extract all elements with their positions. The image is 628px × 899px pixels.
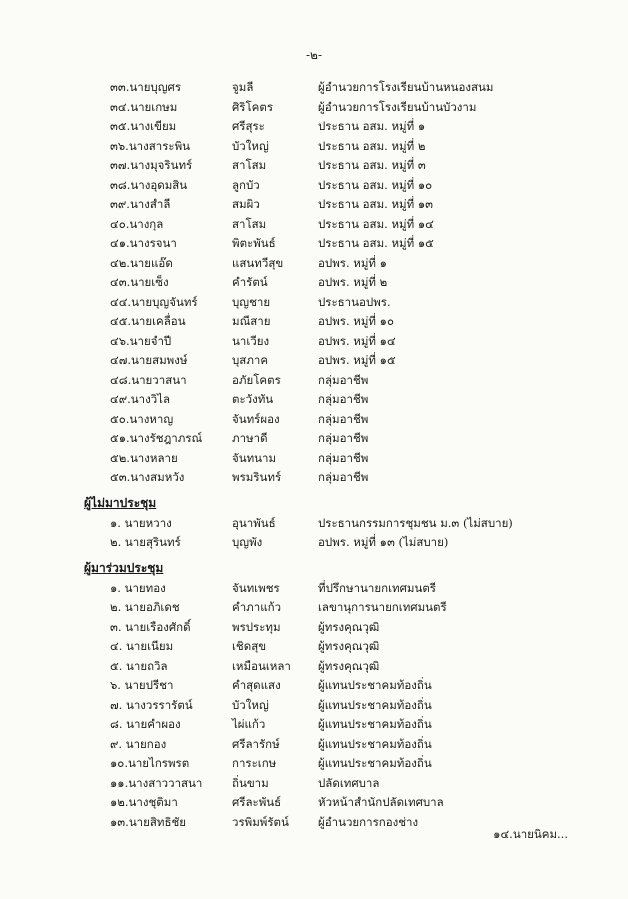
person-name: ๔๘.นายวาสนา	[110, 372, 187, 387]
person-position: กลุ่มอาชีพ	[318, 450, 369, 465]
person-surname: คำสุดแสง	[232, 678, 281, 692]
list-item	[0, 332, 628, 352]
person-name: ๓๗.นางมุจรินทร์	[110, 158, 193, 172]
person-position: อปพร. หมู่ที่ ๑๕	[318, 353, 396, 367]
person-position: อปพร. หมู่ที่ ๒	[318, 275, 388, 289]
list-item	[0, 273, 628, 293]
person-name: ๓๘.นางอุดมสิน	[110, 177, 188, 192]
person-surname: ไผ่แก้ว	[232, 717, 266, 731]
person-name: ๔๔.นายบุญจันทร์	[110, 294, 198, 309]
list-item	[0, 514, 628, 534]
person-name: ๕๒.นางหลาย	[110, 450, 178, 465]
person-surname: จันทร์ผอง	[232, 411, 280, 426]
person-surname: สาโสม	[232, 158, 267, 172]
person-name: ๓๓.นายบุญศร	[110, 80, 182, 94]
list-item	[0, 371, 628, 391]
person-position: หัวหน้าสำนักปลัดเทศบาล	[318, 795, 444, 809]
person-name: ๑๒.นางชุติมา	[110, 795, 178, 809]
list-item	[0, 715, 628, 735]
person-surname: ศรีสุระ	[232, 119, 265, 133]
person-name: ๔๐.นางกุล	[110, 216, 164, 231]
person-surname: ภาษาดี	[232, 431, 268, 445]
person-surname: ถิ่นขาม	[232, 775, 269, 790]
person-name: ๕. นายถวิล	[110, 658, 168, 673]
person-position: ผู้ทรงคุณวุฒิ	[318, 619, 380, 634]
person-surname: ตะวังทัน	[232, 392, 274, 406]
person-position: ประธาน อสม. หมู่ที่ ๑๔	[318, 216, 434, 231]
absent-section	[0, 514, 628, 553]
person-position: ผู้แทนประชาคมท้องถิ่น	[318, 756, 432, 770]
list-item	[0, 293, 628, 313]
person-name: ๔๗.นายสมพงษ์	[110, 353, 188, 367]
person-position: ผู้แทนประชาคมท้องถิ่น	[318, 717, 432, 731]
person-name: ๙. นายกอง	[110, 736, 167, 751]
person-surname: บุสภาค	[232, 353, 269, 367]
person-name: ๔๙.นางวิไล	[110, 392, 171, 406]
person-position: ปลัดเทศบาล	[318, 775, 380, 790]
person-name: ๔๖.นายจำปี	[110, 333, 172, 348]
list-item	[0, 735, 628, 755]
person-position: ประธาน อสม. หมู่ที่ ๓	[318, 158, 426, 172]
list-item	[0, 156, 628, 176]
person-position: ผู้อำนวยการกองช่าง	[318, 814, 419, 829]
person-name: ๔๑.นางรจนา	[110, 236, 177, 250]
person-name: ๖. นายปรีชา	[110, 678, 174, 692]
person-position: ประธาน อสม. หมู่ที่ ๒	[318, 138, 426, 153]
list-item	[0, 117, 628, 137]
person-surname: การะเกษ	[232, 756, 277, 770]
page-number: -๒-	[305, 48, 323, 62]
person-name: ๔. นายเนียม	[110, 639, 174, 653]
list-item	[0, 676, 628, 696]
person-name: ๕๓.นางสมหวัง	[110, 470, 185, 484]
absent-heading: ผู้ไม่มาประชุม	[84, 495, 157, 510]
person-position: ประธาน อสม. หมู่ที่ ๑	[318, 119, 426, 133]
list-item	[0, 98, 628, 118]
person-name: ๕๑.นางรัชฎาภรณ์	[110, 431, 203, 445]
person-name: ๓๖.นางสาระพิน	[110, 138, 191, 153]
person-surname: แสนทวีสุข	[232, 255, 284, 270]
list-item	[0, 78, 628, 98]
list-item	[0, 618, 628, 638]
person-position: ประธาน อสม. หมู่ที่ ๑๕	[318, 236, 434, 250]
person-name: ๓๕.นางเขียม	[110, 119, 177, 133]
person-position: อปพร. หมู่ที่ ๑๐	[318, 314, 394, 328]
list-item	[0, 137, 628, 157]
person-name: ๑๑.นางสาววาสนา	[110, 775, 203, 790]
person-name: ๒. นายอภิเดช	[110, 600, 180, 614]
person-surname: ศิริโคตร	[232, 99, 273, 114]
person-surname: ศรีละพันธ์	[232, 795, 282, 809]
person-name: ๑๓.นายสิทธิชัย	[110, 814, 187, 829]
participants-heading: ผู้มาร่วมประชุม	[84, 560, 164, 575]
person-position: อปพร. หมู่ที่ ๑๔	[318, 333, 396, 348]
list-item	[0, 410, 628, 430]
list-item	[0, 774, 628, 794]
absent-heading-row	[0, 492, 628, 514]
person-position: อปพร. หมู่ที่ ๑	[318, 255, 387, 270]
list-item	[0, 215, 628, 235]
person-surname: อุนาพันธ์	[232, 515, 276, 530]
person-surname: บุญพัง	[232, 535, 263, 549]
person-name: ๔๒.นายแอ๊ด	[110, 255, 173, 270]
person-position: ผู้แทนประชาคมท้องถิ่น	[318, 678, 432, 692]
list-item	[0, 598, 628, 618]
list-item	[0, 195, 628, 215]
person-name: ๑. นายทอง	[110, 580, 166, 595]
person-surname: เหมือนเหลา	[232, 658, 291, 673]
person-surname: พรประทุม	[232, 619, 281, 634]
person-position: ผู้แทนประชาคมท้องถิ่น	[318, 736, 432, 751]
person-position: ผู้แทนประชาคมท้องถิ่น	[318, 697, 432, 712]
person-position: ประธานอปพร.	[318, 294, 391, 309]
person-name: ๓. นายเรืองศักดิ์	[110, 619, 191, 634]
list-item	[0, 234, 628, 254]
person-surname: นาเวียง	[232, 333, 270, 348]
person-surname: พรมรินทร์	[232, 470, 282, 484]
person-name: ๒. นายสุรินทร์	[110, 535, 181, 549]
person-surname: มณีสาย	[232, 314, 271, 328]
person-surname: วรพิมพ์รัตน์	[232, 814, 289, 829]
person-name: ๓๔.นายเกษม	[110, 99, 178, 114]
person-surname: สมผิว	[232, 197, 260, 211]
person-position: กลุ่มอาชีพ	[318, 411, 369, 426]
list-item	[0, 657, 628, 677]
participants-section	[0, 579, 628, 833]
person-surname: จันทนาม	[232, 450, 277, 465]
person-surname: พิตะพันธ์	[232, 236, 276, 250]
person-position: กลุ่มอาชีพ	[318, 470, 369, 484]
person-surname: อภัยโคตร	[232, 372, 281, 387]
list-item	[0, 390, 628, 410]
list-item	[0, 696, 628, 716]
attendance-list	[0, 78, 628, 832]
person-position: อปพร. หมู่ที่ ๑๓ (ไม่สบาย)	[318, 535, 449, 549]
person-position: เลขานุการนายกเทศมนตรี	[318, 600, 447, 614]
list-item	[0, 254, 628, 274]
person-position: ผู้ทรงคุณวุฒิ	[318, 658, 380, 673]
person-position: ผู้ทรงคุณวุฒิ	[318, 639, 380, 653]
list-item	[0, 793, 628, 813]
list-item	[0, 754, 628, 774]
list-item	[0, 533, 628, 553]
person-position: ที่ปรึกษานายกเทศมนตรี	[318, 580, 436, 595]
attendees-section	[0, 78, 628, 488]
list-item	[0, 579, 628, 599]
person-surname: บุญชาย	[232, 294, 271, 309]
person-name: ๔๓.นายเซ็ง	[110, 275, 169, 289]
person-name: ๑. นายหวาง	[110, 515, 172, 530]
list-item	[0, 351, 628, 371]
list-item	[0, 429, 628, 449]
person-position: ผู้อำนวยการโรงเรียนบ้านบัวงาม	[318, 99, 477, 114]
list-item	[0, 312, 628, 332]
person-position: กลุ่มอาชีพ	[318, 431, 369, 445]
list-item	[0, 637, 628, 657]
person-name: ๗. นางวรรารัตน์	[110, 697, 193, 712]
participants-heading-row	[0, 557, 628, 579]
person-position: ประธานกรรมการชุมชน ม.๓ (ไม่สบาย)	[318, 515, 513, 530]
person-surname: จูมลี	[232, 80, 254, 94]
person-position: ประธาน อสม. หมู่ที่ ๑๓	[318, 197, 434, 211]
person-surname: จันทเพชร	[232, 580, 280, 595]
person-surname: บัวใหญ่	[232, 697, 269, 712]
person-surname: คำภาแก้ว	[232, 600, 282, 614]
person-position: ผู้อำนวยการโรงเรียนบ้านหนองสนม	[318, 80, 494, 94]
person-surname: ศรีลารักษ์	[232, 736, 280, 751]
person-name: ๘. นายคำผอง	[110, 717, 181, 731]
list-item	[0, 449, 628, 469]
continuation-text: ๑๔.นายนิคม...	[493, 827, 568, 841]
person-surname: ลูกบัว	[232, 177, 260, 192]
person-position: กลุ่มอาชีพ	[318, 372, 369, 387]
person-surname: เชิดสุข	[232, 639, 267, 653]
list-item	[0, 176, 628, 196]
person-name: ๕๐.นางหาญ	[110, 411, 174, 426]
person-name: ๓๙.นางสำลี	[110, 197, 171, 211]
person-position: ประธาน อสม. หมู่ที่ ๑๐	[318, 177, 433, 192]
person-position: กลุ่มอาชีพ	[318, 392, 369, 406]
person-surname: สาโสม	[232, 216, 267, 231]
person-surname: บัวใหญ่	[232, 138, 269, 153]
list-item	[0, 468, 628, 488]
person-name: ๑๐.นายไกรพรต	[110, 756, 190, 770]
person-name: ๔๕.นายเคลื่อน	[110, 314, 186, 328]
person-surname: คำรัตน์	[232, 275, 268, 289]
